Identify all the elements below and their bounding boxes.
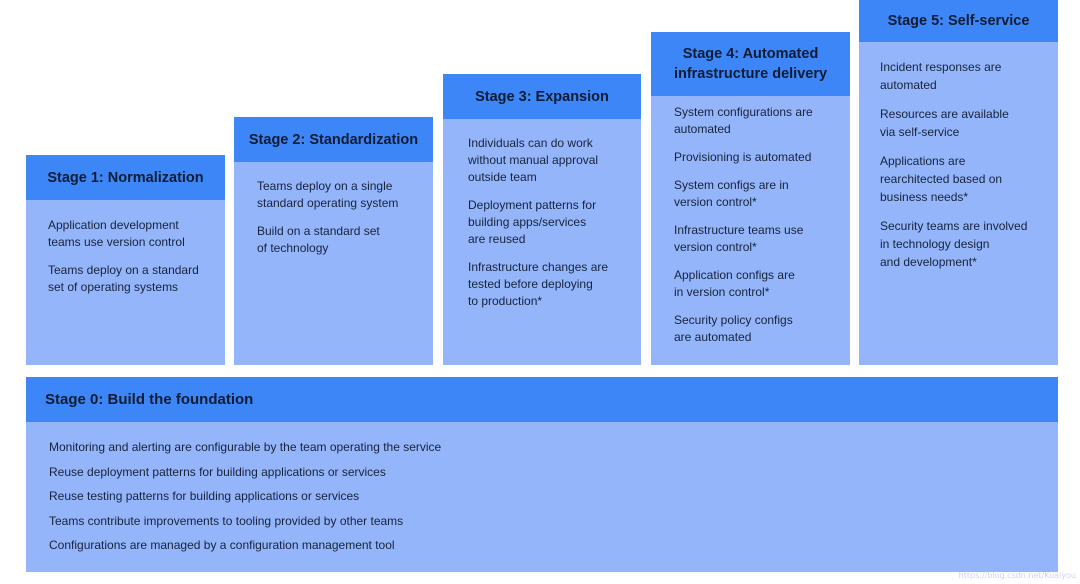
stage-5-card xyxy=(859,0,1058,365)
stage-3-card xyxy=(443,74,641,365)
stage-1-item: Application development teams use version control xyxy=(48,218,185,249)
stage-0-title: Stage 0: Build the foundation xyxy=(26,377,1058,422)
stage-0-body xyxy=(26,422,1058,554)
stage-1-body xyxy=(26,200,225,296)
stage-2-item: Build on a standard set of technology xyxy=(257,224,380,255)
stage-5-item: Security teams are involved in technology design and development* xyxy=(880,219,1028,269)
stage-4-item: System configurations are automated xyxy=(674,105,813,136)
stage-3-item: Infrastructure changes are tested before deploying to production* xyxy=(468,260,609,308)
foundation-item: Configurations are managed by a configuration management tool xyxy=(49,538,395,552)
foundation-item: Teams contribute improvements to tooling provided by other teams xyxy=(49,513,404,528)
stage-3-item: Individuals can do work without manual approval outside team xyxy=(468,136,599,184)
stage-1-card xyxy=(26,155,225,365)
stage-5-body xyxy=(859,42,1058,271)
stage-5-item: Resources are available via self-service xyxy=(880,107,1009,139)
stage-2-body xyxy=(234,162,433,257)
stage-3-title: Stage 3: Expansion xyxy=(443,74,641,119)
stage-3-body xyxy=(443,119,641,310)
foundation-item: Monitoring and alerting are configurable by the team operating the service xyxy=(49,440,442,454)
stage-4-item: System configs are in version control* xyxy=(674,178,789,209)
stage-1-title: Stage 1: Normalization xyxy=(26,155,225,200)
stage-4-item: Provisioning is automated xyxy=(674,150,812,164)
watermark: https://blog.csdn.net/Kuaiyou xyxy=(958,571,1076,580)
stage-4-card xyxy=(651,32,850,365)
stage-5-item: Incident responses are automated xyxy=(880,60,1002,92)
stage-2-card xyxy=(234,117,433,365)
stage-5-title: Stage 5: Self-service xyxy=(859,0,1058,42)
stage-3-item: Deployment patterns for building apps/services are reused xyxy=(468,198,597,246)
foundation-item: Reuse deployment patterns for building applications or services xyxy=(49,464,386,479)
stage-1-item: Teams deploy on a standard set of operating systems xyxy=(48,263,199,294)
stage-5-item: Applications are rearchitected based on business needs* xyxy=(880,154,1003,204)
stage-2-item: Teams deploy on a single standard operating system xyxy=(257,179,399,210)
stage-4-item: Application configs are in version control* xyxy=(674,268,795,299)
stage-2-title: Stage 2: Standardization xyxy=(234,117,433,162)
foundation-item: Reuse testing patterns for building applications or services xyxy=(49,489,360,503)
stage-4-body xyxy=(651,96,850,346)
stage-0-foundation-card xyxy=(26,377,1058,572)
stage-4-item: Security policy configs are automated xyxy=(674,313,793,344)
stage-4-item: Infrastructure teams use version control* xyxy=(674,223,804,254)
stage-4-title: Stage 4: Automated infrastructure delivery xyxy=(651,32,850,96)
